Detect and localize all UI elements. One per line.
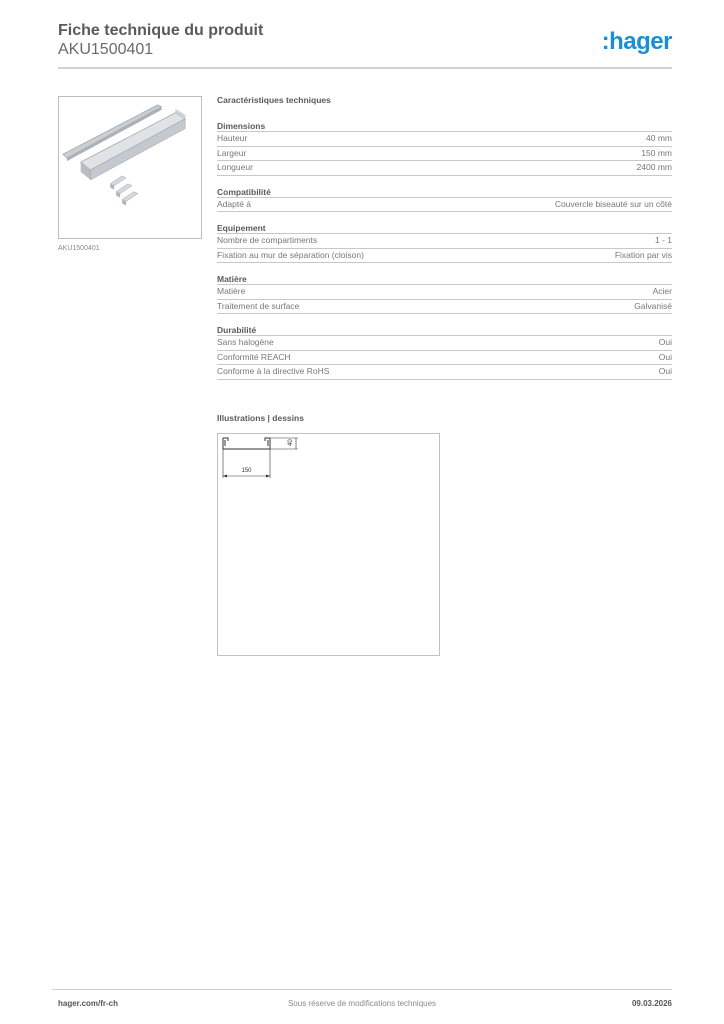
spec-row <box>217 336 672 351</box>
spec-group-material <box>217 273 672 314</box>
spec-row <box>217 249 672 264</box>
spec-label: Fixation au mur de séparation (cloison) <box>217 249 364 260</box>
spec-label: Conformité REACH <box>217 351 291 362</box>
illustrations-title: Illustrations | dessins <box>217 413 304 423</box>
cross-section-drawing-icon <box>218 434 441 657</box>
spec-value: Oui <box>658 351 672 362</box>
drawing-height-label: 40 <box>288 439 294 446</box>
spec-value: Acier <box>652 286 672 296</box>
spec-value: Couvercle biseauté sur un côté <box>554 198 672 209</box>
spec-label: Sans halogène <box>217 337 274 347</box>
spec-label: Conforme à la directive RoHS <box>217 366 330 376</box>
spec-row <box>217 147 672 162</box>
cable-tray-illustration-icon <box>59 97 201 238</box>
group-heading: Compatibilité <box>217 186 672 198</box>
spec-row <box>217 234 672 249</box>
spec-label: Traitement de surface <box>217 300 300 311</box>
drawing-width-label: 150 <box>241 468 252 474</box>
spec-row <box>217 300 672 315</box>
footer-disclaimer: Sous réserve de modifications techniques <box>287 999 437 1008</box>
spec-group-durability <box>217 324 672 380</box>
spec-value: Oui <box>658 366 672 376</box>
group-heading: Equipement <box>217 222 672 234</box>
product-image-caption: AKU1500401 <box>58 245 100 252</box>
technical-drawing <box>217 433 440 656</box>
footer-date: 09.03.2026 <box>631 999 672 1008</box>
footer-divider <box>52 989 672 990</box>
spec-group-compatibility <box>217 186 672 213</box>
product-image <box>58 96 202 239</box>
spec-value: 1 - 1 <box>654 235 672 245</box>
header-divider <box>58 67 672 69</box>
spec-group-dimensions <box>217 120 672 176</box>
spec-label: Largeur <box>217 147 247 158</box>
group-heading: Durabilité <box>217 324 672 336</box>
footer-website-link[interactable]: hager.com/fr-ch <box>58 999 119 1008</box>
spec-value: Oui <box>658 337 672 347</box>
spec-label: Hauteur <box>217 133 248 143</box>
spec-label: Adapté à <box>217 198 252 209</box>
product-code: AKU1500401 <box>58 41 154 58</box>
spec-row <box>217 285 672 300</box>
spec-row <box>217 161 672 176</box>
technical-specs <box>217 95 672 380</box>
spec-group-equipment <box>217 222 672 263</box>
spec-value: 150 mm <box>641 147 672 158</box>
spec-row <box>217 365 672 380</box>
spec-value: 40 mm <box>646 133 672 143</box>
spec-label: Nombre de compartiments <box>217 235 318 245</box>
spec-label: Longueur <box>217 162 253 172</box>
document-title: Fiche technique du produit <box>58 22 264 39</box>
spec-row <box>217 351 672 366</box>
document-header <box>58 22 672 59</box>
group-heading: Matière <box>217 273 672 285</box>
spec-value: Galvanisé <box>634 300 672 311</box>
group-heading: Dimensions <box>217 120 672 132</box>
specs-title: Caractéristiques techniques <box>217 95 331 105</box>
hager-logo: :hager <box>601 28 672 55</box>
spec-value: 2400 mm <box>636 162 672 172</box>
spec-row <box>217 132 672 147</box>
spec-label: Matière <box>217 286 246 296</box>
spec-row <box>217 198 672 213</box>
spec-value: Fixation par vis <box>614 249 672 260</box>
